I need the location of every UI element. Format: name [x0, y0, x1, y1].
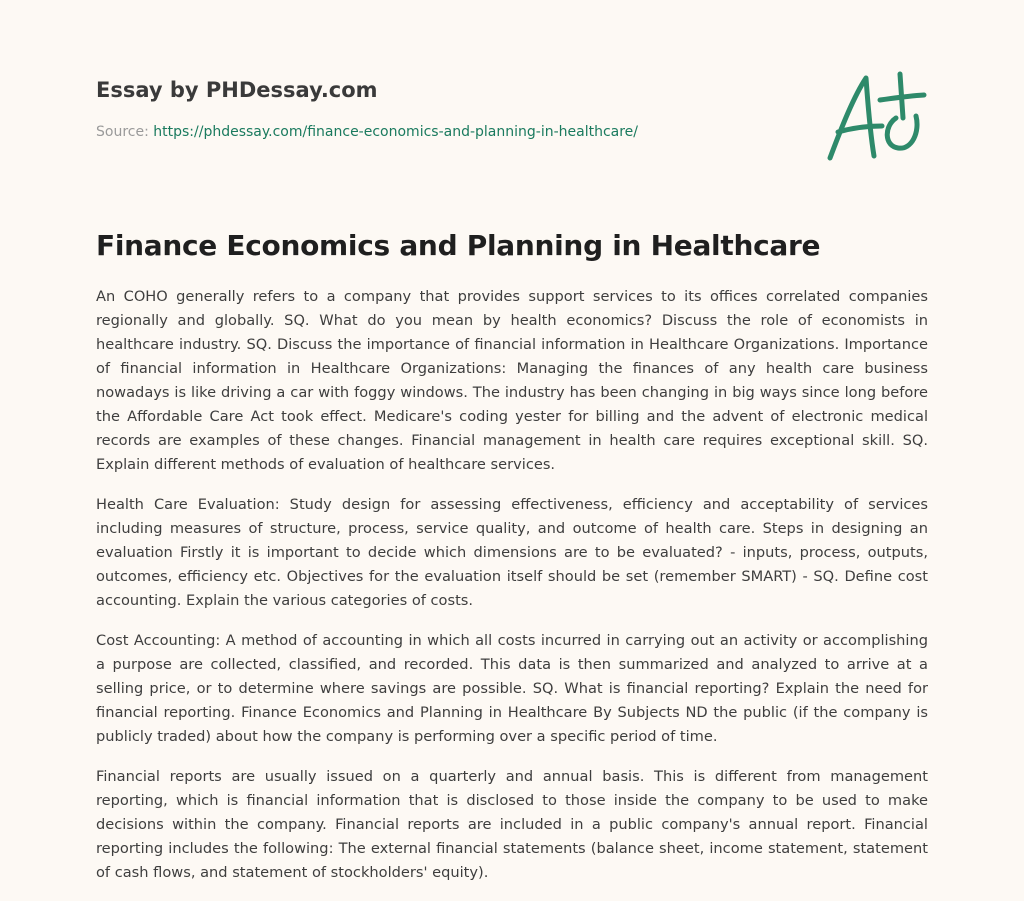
source-line: [96, 122, 796, 142]
source-link[interactable]: https://phdessay.com/finance-economics-and-planning-in-healthcare/: [153, 124, 639, 140]
essay-paragraph: An COHO generally refers to a company that provides support services to its offices correlated companies regionally and globally. SQ. What do you mean by health economics? Discuss the role of economists in healthcare industry. SQ. Discuss the importance of financial information in Healthcare Organizations. Importance of financial information in Healthcare Organizations: Managing the finances of any health care business nowadays is like driving a car with foggy windows. The industry has been changing in big ways since long before the Affordable Care Act took effect. Medicare's coding yester for billing and the advent of electronic medical records are examples of these changes. Financial management in health care requires exceptional skill. SQ. Explain different methods of evaluation of healthcare services.: [96, 288, 928, 473]
page-header: [96, 76, 796, 142]
essay-title: Finance Economics and Planning in Healthcare: [96, 229, 821, 262]
site-brand: Essay by PHDessay.com: [96, 78, 378, 102]
essay-paragraph: Health Care Evaluation: Study design for assessing effectiveness, efficiency and acceptability of services including measures of structure, process, service quality, and outcome of health care. Steps in designing an evaluation Firstly it is important to decide which dimensions are to be evaluated? - inputs, process, outputs, outcomes, efficiency etc. Objectives for the evaluation itself should be set (remember SMART) - SQ. Define cost accounting. Explain the various categories of costs.: [96, 496, 928, 609]
essay-paragraph: Financial reports are usually issued on a quarterly and annual basis. This is different from management reporting, which is financial information that is disclosed to those inside the company to be used to make decisions within the company. Financial reports are included in a public company's annual report. Financial reporting includes the following: The external financial statements (balance sheet, income statement, statement of cash flows, and statement of stockholders' equity).: [96, 768, 928, 881]
a-plus-logo-icon: [820, 66, 930, 166]
essay-paragraph: Cost Accounting: A method of accounting in which all costs incurred in carrying out an activity or accomplishing a purpose are collected, classified, and recorded. This data is then summarized and analyzed to arrive at a selling price, or to determine where savings are possible. SQ. What is financial reporting? Explain the need for financial reporting. Finance Economics and Planning in Healthcare By Subjects ND the public (if the company is publicly traded) about how the company is performing over a specific period of time.: [96, 632, 928, 745]
source-label: Source:: [96, 124, 154, 140]
essay-body: [96, 285, 928, 901]
